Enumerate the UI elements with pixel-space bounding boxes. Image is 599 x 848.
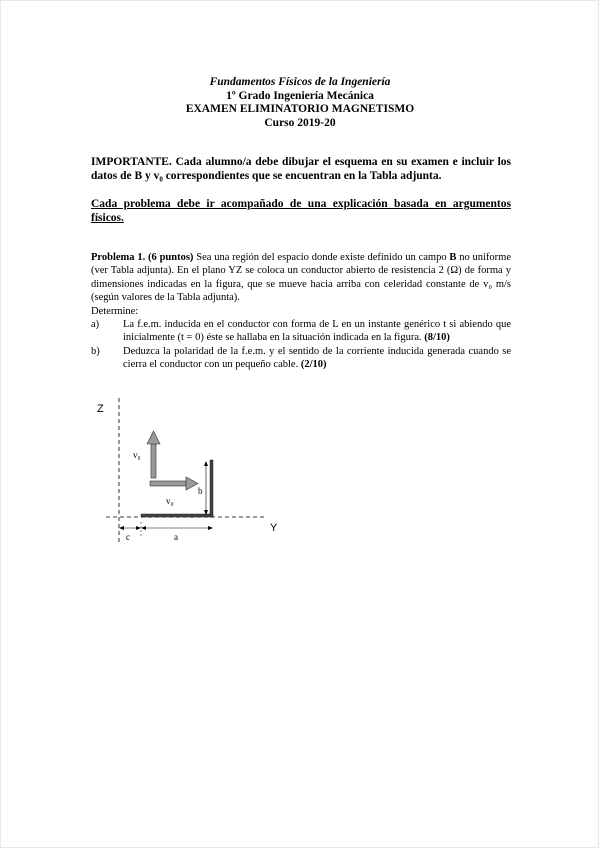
velocity-up-head [147,431,160,444]
z-axis-label: Z [97,403,104,415]
dim-c-arrow-left [119,526,124,530]
exam-title: EXAMEN ELIMINATORIO MAGNETISMO [185,103,415,115]
problem-intro: Sea una región del espacio donde existe definido un campo [193,252,450,263]
item-b [91,345,511,372]
exam-header [90,76,510,130]
explanation-note: Cada problema debe ir acompañado de una explicación basada en argumentos físicos. [91,198,511,224]
item-b-text: Deduzca la polaridad de la f.e.m. y el sentido de la corriente inducida generada cuando se cierra el conductor con un pequeño cable. [123,345,511,371]
item-a-label: a) [91,319,100,331]
dim-c-arrow-right [136,526,141,530]
conductor-vertical [210,460,213,517]
problem-body: no uniforme (ver Tabla adjunta). En el plano YZ se coloca un conductor abierto de resistencia 2 (Ω) de forma y dimensiones indicadas en la figura, que se mueve hacia arriba con celeridad constante de v₀ m/s (según valores de la Tabla adjunta). [91,252,511,304]
dim-c-label: c [126,532,130,542]
item-a-score: (8/10) [424,332,450,344]
dim-a-arrow-left [141,526,146,530]
problem-1 [91,251,511,372]
degree-title: 1º Grado Ingeniería Mecánica [226,89,374,102]
y-axis-label: Y [270,522,278,534]
item-b-score: (2/10) [300,359,327,371]
dim-a-label: a [174,532,178,542]
problem-statement [91,251,511,305]
dim-b-label: b [198,486,203,496]
v0-up-label: v₀ [133,450,141,460]
course-year: Curso 2019-20 [264,116,336,129]
velocity-right-head [186,477,198,490]
problem-figure [88,390,288,550]
dim-a-arrow-right [208,526,213,530]
item-a [91,318,511,345]
important-notice: IMPORTANTE. Cada alumno/a debe dibujar el esquema en su examen e incluir los datos de B y v₀ correspondientes que se encuentran en la Tabla adjunta. [91,156,511,182]
conductor-horizontal [141,514,213,517]
course-title: Fundamentos Físicos de la Ingeniería [209,76,391,88]
v0-right-label: v₀ [166,496,174,506]
field-symbol: B [449,252,457,263]
item-a-text: La f.e.m. inducida en el conductor con forma de L en un instante genérico t si abiendo que inicialmente (t = 0) éste se hallaba en la situación indicada en la figura. [123,319,511,344]
velocity-up-shaft [151,444,156,478]
problem-title: Problema 1. (6 puntos) [91,252,194,263]
determine-label: Determine: [91,305,139,317]
velocity-right-shaft [150,481,186,486]
item-b-label: b) [91,345,100,357]
dim-b-arrow-top [204,461,208,466]
